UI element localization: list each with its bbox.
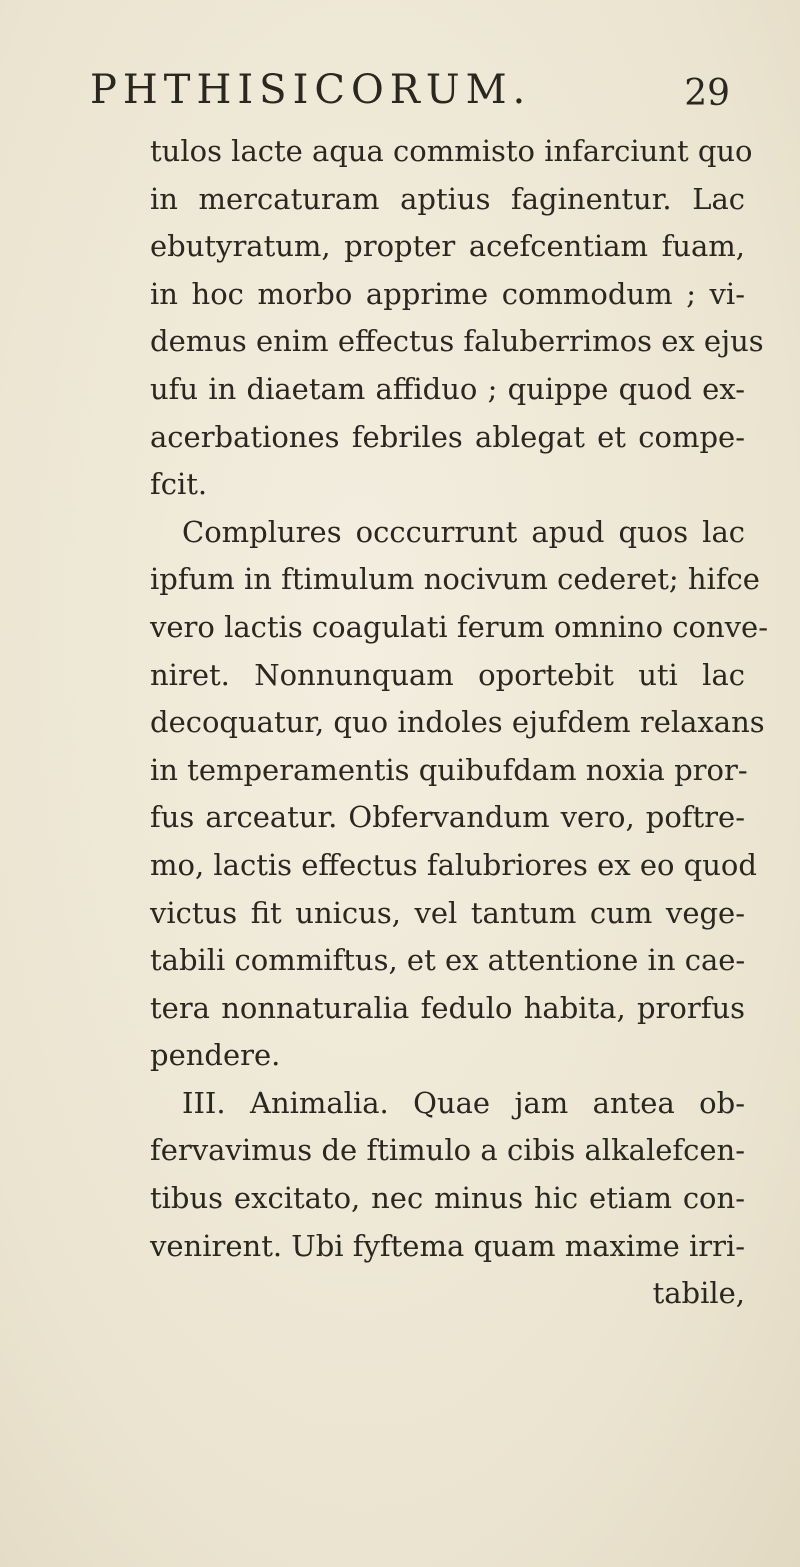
- text-line: in mercaturam aptius faginentur. Lac: [150, 181, 745, 216]
- text-line: fus arceatur. Obfervandum vero, poftre-: [150, 800, 745, 835]
- text-line: ufu in diaetam affiduo ; quippe quod ex-: [150, 371, 745, 406]
- text-line: mo, lactis effectus falubriores ex eo quod: [150, 847, 757, 882]
- section-heading-line: III. Animalia. Quae jam antea ob-: [182, 1085, 745, 1120]
- text-line: ipfum in ftimulum nocivum cederet; hifce: [150, 562, 760, 597]
- text-line: victus fit unicus, vel tantum cum vege-: [150, 895, 745, 930]
- text-line: venirent. Ubi fyftema quam maxime irri-: [150, 1228, 746, 1263]
- text-line: pendere.: [150, 1038, 281, 1073]
- text-line: decoquatur, quo indoles ejufdem relaxans: [150, 705, 765, 740]
- text-line: tibus excitato, nec minus hic etiam con-: [150, 1181, 745, 1216]
- text-line: tabili commiftus, et ex attentione in cae-: [150, 943, 746, 978]
- text-line: vero lactis coagulati ferum omnino conve-: [150, 609, 769, 644]
- paragraph-start-line: Complures occcurrunt apud quos lac: [182, 514, 745, 549]
- catchword-line: tabile,: [652, 1276, 745, 1311]
- text-line: tulos lacte aqua commisto infarciunt quo: [150, 134, 753, 168]
- page-number: 29: [684, 73, 730, 114]
- running-title: PHTHISICORUM.: [90, 67, 532, 113]
- text-line: fcit.: [150, 467, 208, 502]
- page-header: [90, 60, 730, 120]
- text-line: fervavimus de ftimulo a cibis alkalefcen-: [150, 1133, 745, 1168]
- text-line: tera nonnaturalia fedulo habita, prorfus: [150, 990, 745, 1025]
- text-line: in hoc morbo apprime commodum ; vi-: [150, 276, 745, 311]
- text-line: acerbationes febriles ablegat et compe-: [150, 419, 745, 454]
- text-line: ebutyratum, propter acefcentiam fuam,: [150, 229, 745, 264]
- body-text: [150, 128, 769, 1318]
- text-line: niret. Nonnunquam oportebit uti lac: [150, 657, 745, 692]
- text-line: in temperamentis quibufdam noxia pror-: [150, 752, 748, 787]
- text-line: demus enim effectus faluberrimos ex ejus: [150, 324, 764, 359]
